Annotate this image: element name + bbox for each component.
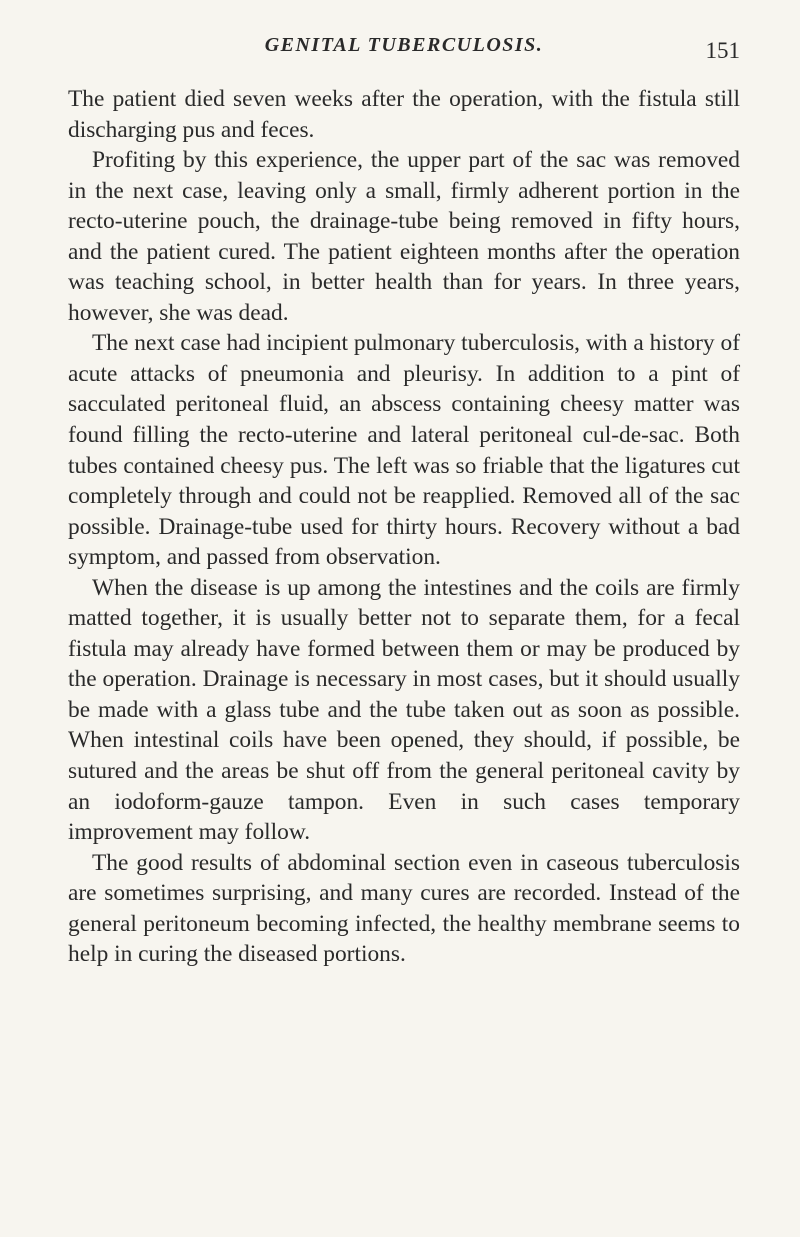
body-text <box>68 84 740 970</box>
page-number: 151 <box>705 38 740 63</box>
paragraph-3: The next case had incipient pulmonary tuberculosis, with a history of acute attacks of pneumonia and pleurisy. In addition to a pint of sacculated peritoneal fluid, an abscess containing cheesy matter was found filling the recto-uterine and lateral peritoneal cul-de-sac. Both tubes contained cheesy pus. The left was so friable that the ligatures cut completely through and could not be reapplied. Removed all of the sac possible. Drainage-tube used for thirty hours. Recovery without a bad symptom, and passed from observation. <box>68 330 740 571</box>
paragraph-4: When the disease is up among the intestines and the coils are firmly matted together, it is usually better not to separate them, for a fecal fistula may already have formed between them or may be produced by the operation. Drainage is necessary in most cases, but it should usually be made with a glass tube and the tube taken out as soon as possible. When intestinal coils have been opened, they should, if possible, be sutured and the areas be shut off from the general peritoneal cavity by an iodoform-gauze tampon. Even in such cases temporary improvement may follow. <box>68 574 740 846</box>
running-title: GENITAL TUBERCULOSIS. <box>264 34 544 56</box>
paragraph-2: Profiting by this experience, the upper part of the sac was removed in the next case, leaving only a small, firmly adherent portion in the recto-uterine pouch, the drainage-tube being removed in fifty hours, and the patient cured. The patient eighteen months after the operation was teaching school, in better health than for years. In three years, however, she was dead. <box>68 147 740 326</box>
paragraph-5: The good results of abdominal section even in caseous tuberculosis are sometimes surprising, and many cures are recorded. Instead of the general peritoneum becoming infected, the healthy membrane seems to help in curing the diseased portions. <box>68 849 740 968</box>
running-head <box>68 34 740 74</box>
paragraph-1: The patient died seven weeks after the operation, with the fistula still discharging pus and feces. <box>68 86 740 143</box>
